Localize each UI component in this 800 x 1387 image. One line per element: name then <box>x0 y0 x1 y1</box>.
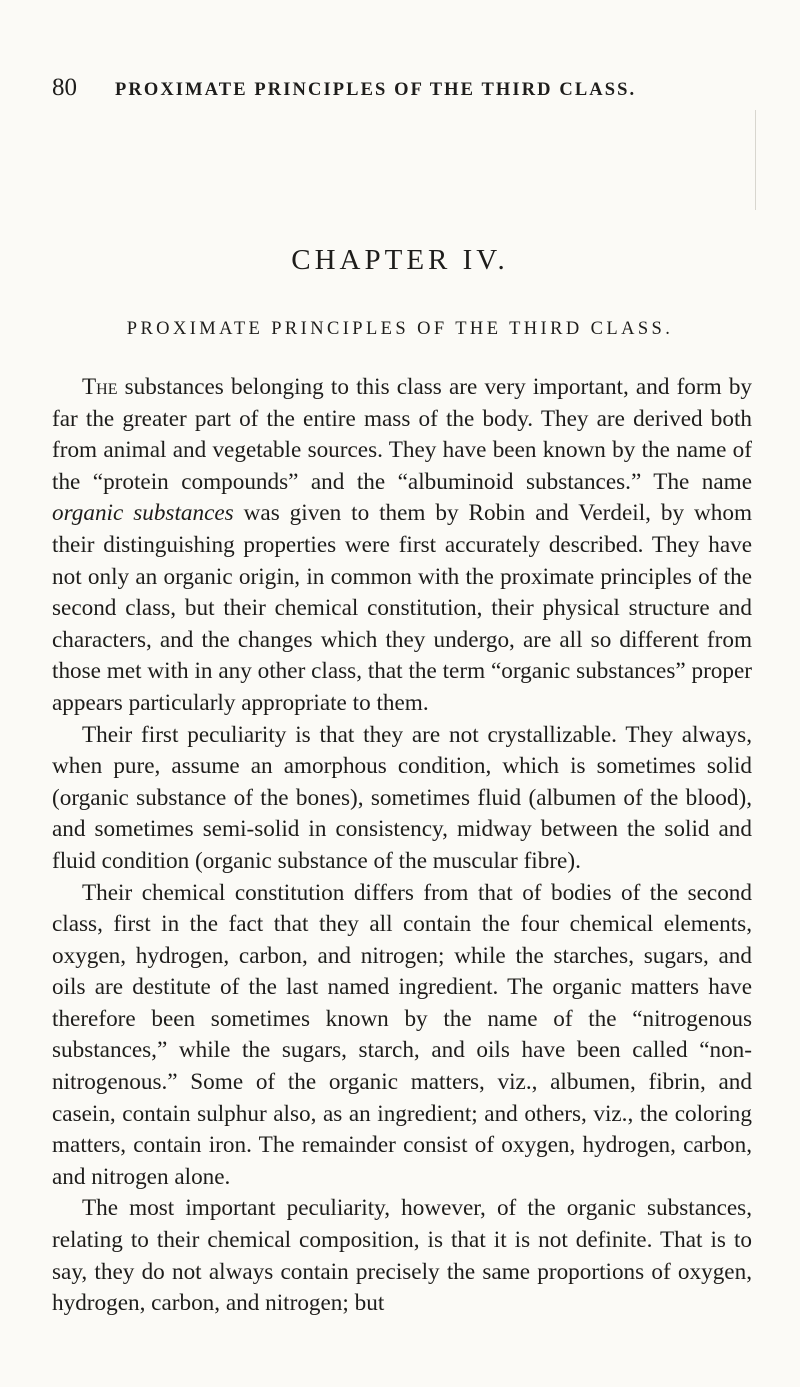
paragraph-1 <box>52 372 752 720</box>
paragraph-4: The most important peculiarity, however, of the organic substances, relating to their chemical composition, is that it is not definite. That is to say, they do not always contain precisely the same proportions of oxygen, hydrogen, carbon, and nitrogen; but <box>52 1195 752 1317</box>
paragraph-3: Their chemical constitution differs from that of bodies of the second class, first in the fact that they all contain the four chemical elements, oxygen, hydrogen, carbon, and nitrogen; while the starches, sugars, and oils are destitute of the last named ingredient. The organic matters have therefore been sometimes known by the name of the “nitrogenous substances,” while the sugars, starch, and oils have been called “non-nitrogenous.” Some of the organic matters, viz., albumen, fibrin, and casein, contain sulphur also, as an ingredient; and others, viz., the coloring matters, contain iron. The remainder consist of oxygen, hydrogen, carbon, and nitrogen alone. <box>52 879 752 1190</box>
paragraph-lead-word: The <box>82 374 118 400</box>
paragraph-1-italic: organic substances <box>52 500 234 527</box>
body-text <box>52 372 752 1320</box>
paragraph-1-text-b: was given to them by Robin and Verdeil, by whom their distinguishing properties were first accurately described. They have not only an organic origin, in common with the proximate principles of the second class, but their chemical constitution, their physical structure and characters, and the changes which they undergo, are all so different from those met with in any other class, that the term “organic substances” proper appears particularly appropriate to them. <box>52 500 753 716</box>
chapter-title: CHAPTER IV. <box>291 244 509 276</box>
chapter-subtitle: PROXIMATE PRINCIPLES OF THE THIRD CLASS. <box>126 319 674 339</box>
running-head <box>52 74 750 104</box>
margin-shadow-line <box>755 110 756 210</box>
running-title: PROXIMATE PRINCIPLES OF THE THIRD CLASS. <box>115 80 637 100</box>
paragraph-2: Their first peculiarity is that they are not crystallizable. They always, when pure, assume an amorphous condition, which is sometimes solid (organic substance of the bones), sometimes fluid (albumen of the blood), and sometimes semi-solid in consistency, midway between the solid and fluid condition (organic substance of the muscular fibre). <box>52 721 752 874</box>
paragraph-1-text-a: substances belonging to this class are very important, and form by far the greater part of the entire mass of the body. They are derived both from animal and vegetable sources. They have been known by the name of the “protein compounds” and the “albuminoid substances.” The name <box>52 374 752 495</box>
page-number: 80 <box>52 74 77 101</box>
